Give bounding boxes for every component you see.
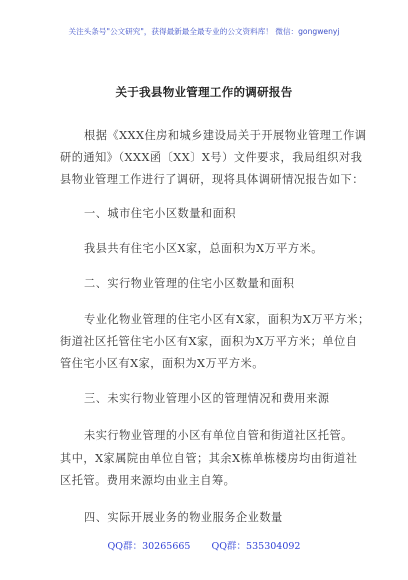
paragraph-line: 管住宅小区有X家，面积为X万平方米。: [60, 357, 264, 370]
document-title: 关于我县物业管理工作的调研报告: [115, 85, 293, 99]
section-heading: 四、实际开展业务的物业服务企业数量: [84, 511, 283, 524]
paragraph-line: 其中，X家属院由单位自管；其余X栋单栋楼房均由街道社: [60, 452, 358, 465]
footer-qq-groups: [0, 538, 408, 552]
header-note: 关注头条号"公文研究"，获得最新最全最专业的公文资料库！ 微信：gongwenyj: [68, 27, 340, 36]
qq-group-1: QQ群：30265665: [107, 541, 191, 552]
section-heading: 三、未实行物业管理小区的管理情况和费用来源: [84, 392, 330, 405]
paragraph-line: 区托管。费用来源均由业主自筹。: [60, 474, 236, 487]
paragraph-line: 街道社区托管住宅小区有X家，面积为X万平方米；单位自: [60, 335, 358, 348]
paragraph-line: 根据《XXX住房和城乡建设局关于开展物业管理工作调: [84, 129, 367, 142]
paragraph-line: 未实行物业管理的小区有单位自管和街道社区托管。: [84, 429, 353, 442]
paragraph-line: 研的通知》（XXX函〔XX〕X号）文件要求，我局组织对我: [60, 151, 363, 164]
qq-group-2: QQ群：535304092: [211, 541, 301, 552]
paragraph-line: 专业化物业管理的住宅小区有X家，面积为X万平方米；: [84, 313, 370, 326]
paragraph-line: 县物业管理工作进行了调研，现将具体调研情况报告如下：: [60, 173, 364, 186]
section-heading: 一、城市住宅小区数量和面积: [84, 207, 236, 220]
paragraph-line: 我县共有住宅小区X家，总面积为X万平方米。: [84, 242, 323, 255]
section-heading: 二、实行物业管理的住宅小区数量和面积: [84, 277, 295, 290]
